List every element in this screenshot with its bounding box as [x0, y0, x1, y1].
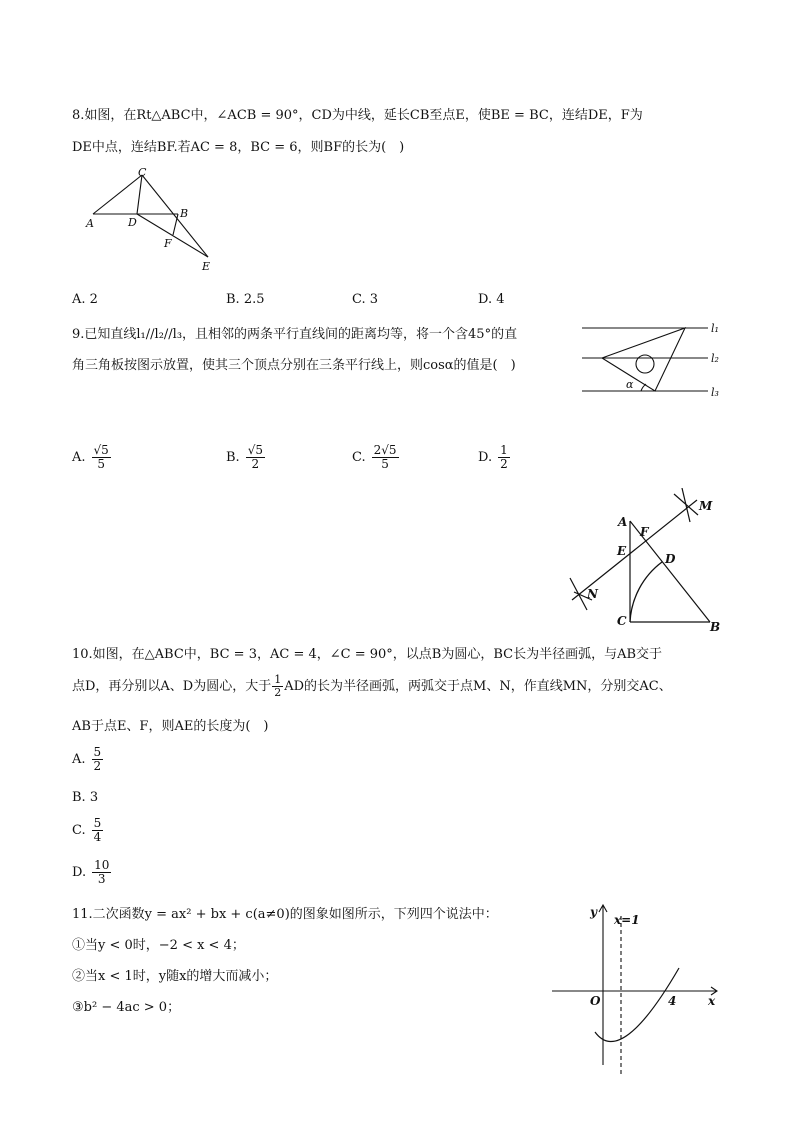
- q11-label-x: x: [708, 994, 716, 1008]
- q11-label-axis: x=1: [614, 913, 640, 927]
- q10-label-e: E: [617, 544, 627, 558]
- q11-statement-1: ①当y < 0时，−2 < x < 4；: [72, 938, 245, 953]
- q11-label-origin: O: [590, 994, 601, 1008]
- q8-label-f: F: [164, 237, 172, 250]
- q8-figure: [80, 162, 230, 277]
- q10-line3: AB于点E、F，则AE的长度为( ): [72, 719, 269, 734]
- q11-label-four: 4: [668, 994, 677, 1008]
- q10-label-d: D: [665, 552, 676, 566]
- q10-option-b[interactable]: B. 3: [72, 790, 99, 805]
- q10-option-d[interactable]: D. $\frac{10}{3}$: [72, 858, 110, 886]
- q8-line2: DE中点，连结BF.若AC = 8，BC = 6，则BF的长为( ): [72, 140, 405, 155]
- q8-option-d[interactable]: D. 4: [478, 292, 505, 307]
- q9-option-c[interactable]: C. $\frac{2√5}{5}$: [352, 443, 397, 471]
- q9-label-l1: l₁: [711, 322, 719, 335]
- q11-statement-2: ②当x < 1时，y随x的增大而减小；: [72, 969, 278, 984]
- q10-label-n: N: [587, 587, 598, 601]
- q10-line1: 10.如图，在△ABC中，BC = 3，AC = 4，∠C = 90°，以点B为圆心，BC长为半径画弧，与AB交于: [72, 647, 663, 662]
- q10-label-b: B: [710, 620, 721, 634]
- q9-line1: 9.已知直线l₁//l₂//l₃，且相邻的两条平行直线间的距离均等，将一个含45°的直: [72, 327, 518, 342]
- q11-line1: 11.二次函数y = ax² + bx + c(a≠0)的图象如图所示，下列四个说法中：: [72, 907, 498, 922]
- q8-label-e: E: [202, 260, 211, 273]
- q10-label-c: C: [617, 614, 627, 628]
- q10-option-c[interactable]: C. $\frac{5}{4}$: [72, 816, 102, 844]
- q8-label-b: B: [180, 207, 189, 220]
- q9-option-b[interactable]: B. $\frac{√5}{2}$: [226, 443, 263, 471]
- q9-option-a[interactable]: A. $\frac{√5}{5}$: [72, 443, 109, 471]
- q8-option-a[interactable]: A. 2: [72, 292, 98, 307]
- q8-label-c: C: [138, 166, 147, 179]
- q9-label-l3: l₃: [711, 386, 719, 399]
- q9-label-l2: l₂: [711, 352, 719, 365]
- q8-label-d: D: [128, 216, 137, 229]
- q11-statement-3: ③b² − 4ac > 0；: [72, 1000, 181, 1015]
- q11-label-y: y: [590, 905, 597, 919]
- q10-label-a: A: [618, 515, 628, 529]
- q8-line1: 8.如图，在Rt△ABC中，∠ACB = 90°，CD为中线，延长CB至点E，使BE = BC，连结DE，F为: [72, 108, 643, 123]
- q9-figure: [578, 318, 728, 406]
- q11-graph: [548, 900, 728, 1078]
- q9-line2: 角三角板按图示放置，使其三个顶点分别在三条平行线上，则cosα的值是( ): [72, 358, 516, 373]
- q10-label-f: F: [640, 525, 649, 539]
- q9-option-d[interactable]: D. $\frac{1}{2}$: [478, 443, 508, 471]
- q8-option-c[interactable]: C. 3: [352, 292, 379, 307]
- q8-option-b[interactable]: B. 2.5: [226, 292, 265, 307]
- q10-figure: [562, 488, 732, 636]
- q8-label-a: A: [86, 217, 94, 230]
- q10-label-m: M: [699, 499, 713, 513]
- q10-line2: 点D，再分别以A、D为圆心，大于 $\frac{1}{2}$ AD的长为半径画弧，两弧交于点M、N，作直线MN，分别交AC、: [72, 673, 672, 699]
- q9-label-alpha: α: [626, 378, 634, 391]
- q10-option-a[interactable]: A. $\frac{5}{2}$: [72, 745, 102, 773]
